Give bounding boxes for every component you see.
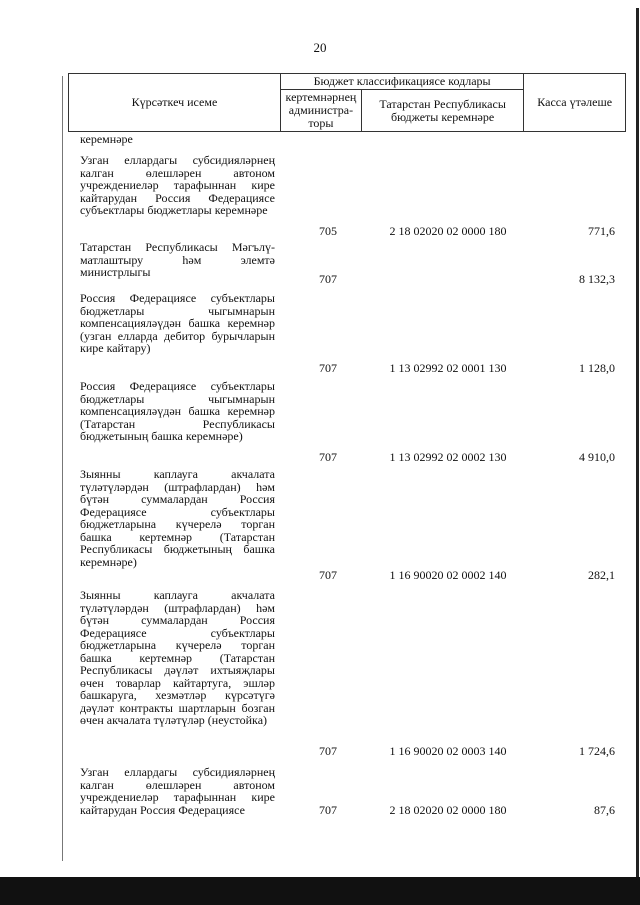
cash-execution-header: Касса үтәлеше: [524, 74, 626, 132]
indicator-name: Узган еллардагы субсидияләрнең калган өлешләрен автоном учреждениеләр тарафыннан кире кайтарудан Россия Федерациясе субъектлары бюджетлары керемнәре: [80, 153, 275, 217]
page-right-border: [636, 8, 639, 878]
budget-code: 1 13 02992 02 0001 130: [389, 361, 507, 375]
table-header: [68, 73, 626, 132]
admin-code: 707: [319, 450, 337, 464]
cash-value: 87,6: [594, 803, 615, 817]
budget-code: 2 18 02020 02 0000 180: [389, 224, 507, 238]
table-left-border: [62, 76, 63, 861]
admin-code: 705: [319, 224, 337, 238]
budget-code: 1 13 02992 02 0002 130: [389, 450, 507, 464]
page-number: 20: [313, 40, 327, 55]
cash-value: 1 128,0: [579, 361, 615, 375]
cash-value: 282,1: [588, 568, 615, 582]
income-admin-header: кертемнәрнең администра-торы: [280, 90, 361, 132]
admin-code: 707: [319, 568, 337, 582]
indicator-name: Узган еллардагы субсидияләрнең калган өлешләрен автоном учреждениеләр тарафыннан кире кайтарудан Россия Федерациясе: [80, 765, 275, 817]
indicator-name: Зыянны каплауга акчалата түләтүләрдән (штрафлардан) һәм бүтән суммалардан Россия Федерациясе субъектлары бюджетларына күчерелә торган башка кертемнәр (Татарстан Республикасы бюджетының башка керемнәре): [80, 467, 275, 569]
admin-code: 707: [319, 361, 337, 375]
classification-codes-header: Бюджет классификациясе кодлары: [280, 74, 523, 90]
cash-value: 1 724,6: [579, 744, 615, 758]
indicator-name: Россия Федерациясе субъектлары бюджетлары чыгымнарын компенсацияләүдән башка керемнәр (узган елларда дебитор бурычларын кире кайтару): [80, 291, 275, 355]
budget-code: 1 16 90020 02 0003 140: [389, 744, 507, 758]
budget-code: 2 18 02020 02 0000 180: [389, 803, 507, 817]
cash-value: 4 910,0: [579, 450, 615, 464]
indicator-name: Россия Федерациясе субъектлары бюджетлары чыгымнарын компенсацияләүдән башка керемнәр (Татарстан Республикасы бюджетының башка керемнәре): [80, 379, 275, 443]
admin-code: 707: [319, 744, 337, 758]
budget-code: 1 16 90020 02 0002 140: [389, 568, 507, 582]
cash-value: 8 132,3: [579, 272, 615, 286]
indicator-name: Татарстан Республикасы Мәгълү-матлаштыру һәм элемтә министрлыгы: [80, 240, 275, 279]
admin-code: 707: [319, 272, 337, 286]
admin-code: 707: [319, 803, 337, 817]
scan-bottom-edge: [0, 877, 640, 905]
indicator-name: керемнәре: [80, 132, 133, 146]
budget-income-header: Татарстан Республикасы бюджеты керемнәре: [361, 90, 523, 132]
indicator-column-header: Күрсәткеч исеме: [69, 74, 281, 132]
indicator-name: Зыянны каплауга акчалата түләтүләрдән (штрафлардан) һәм бүтән суммалардан Россия Федерациясе субъектлары бюджетларына күчерелә торган башка кертемнәр (Татарстан Республикасы дәүләт ихтыяҗлары өчен товарлар кайтартуга, эшләр башкаруга, хезмәтләр күрсәтүгә дәүләт контракты шартларын бозган өчен акчалата түләтүләр (неустойка): [80, 588, 275, 727]
cash-value: 771,6: [588, 224, 615, 238]
